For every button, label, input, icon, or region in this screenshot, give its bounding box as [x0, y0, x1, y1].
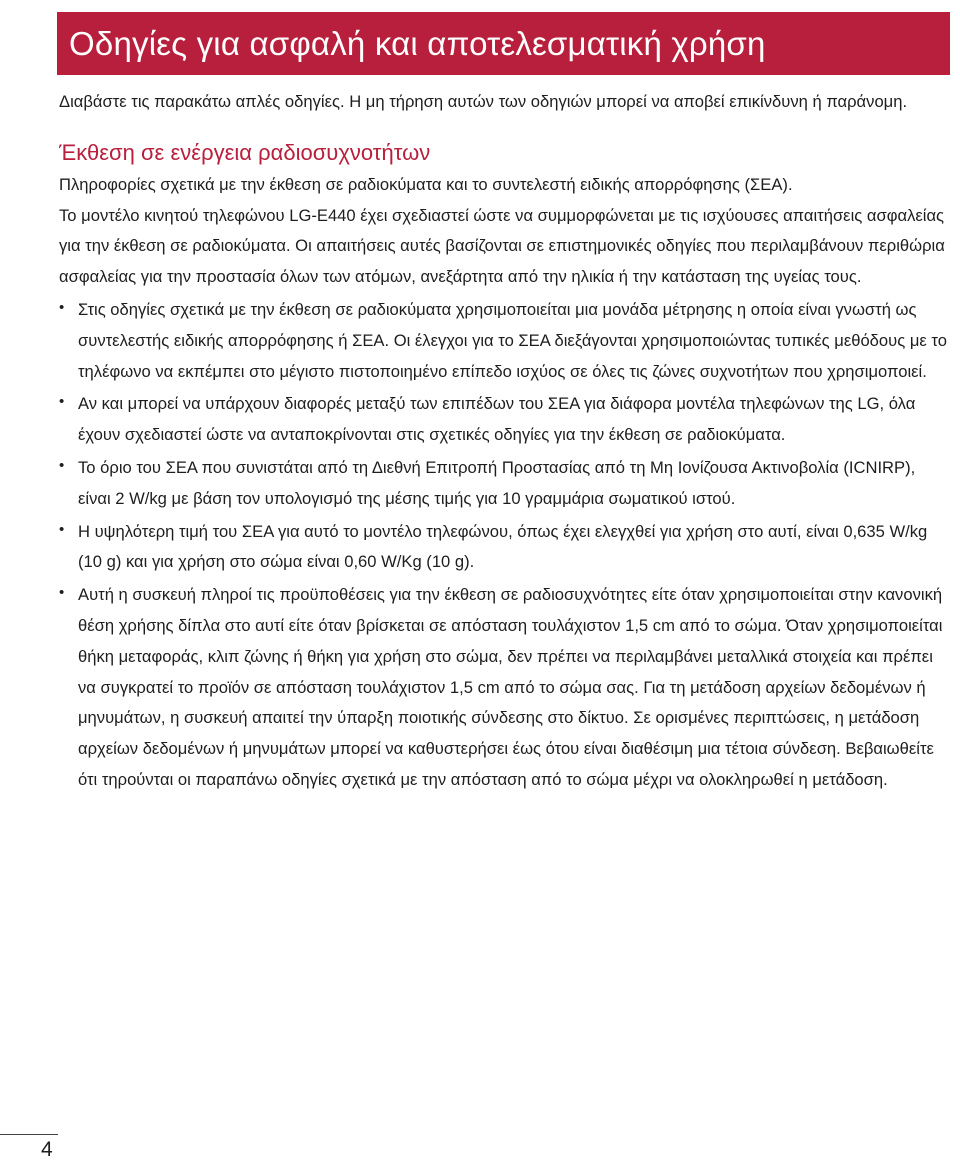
- list-item-text: Αν και μπορεί να υπάρχουν διαφορές μεταξύ των επιπέδων του ΣΕΑ για διάφορα μοντέλα τηλεφώνων της LG, όλα έχουν σχεδιαστεί ώστε να ανταποκρίνονται στις σχετικές οδηγίες για την έκθεση σε ραδιοκύματα.: [78, 394, 916, 445]
- list-item-text: Στις οδηγίες σχετικά με την έκθεση σε ραδιοκύματα χρησιμοποιείται μια μονάδα μέτρησης η οποία είναι γνωστή ως συντελεστής ειδικής απορρόφησης ή ΣΕΑ. Οι έλεγχοι για το ΣΕΑ διεξάγονται χρησιμοποιώντας τυπικές μεθόδους με το τηλέφωνο να εκπέμπει στο μέγιστο πιστοποιημένο επίπεδο ισχύος σε όλες τις ζώνες συχνοτήτων που χρησιμοποιεί.: [78, 299, 947, 381]
- list-item: [59, 389, 949, 451]
- bullet-icon: •: [59, 584, 65, 602]
- footer-divider: [0, 1134, 58, 1135]
- page-number: 4: [41, 1138, 53, 1161]
- list-item: [59, 580, 949, 796]
- list-item: [59, 517, 949, 579]
- bullet-icon: •: [59, 298, 65, 316]
- title-banner: [57, 12, 950, 75]
- list-item: [59, 453, 949, 515]
- section-paragraph-1: Πληροφορίες σχετικά με την έκθεση σε ραδιοκύματα και το συντελεστή ειδικής απορρόφησης (ΣΕΑ).: [59, 174, 793, 194]
- bullet-icon: •: [59, 393, 65, 411]
- list-item-text: Αυτή η συσκευή πληροί τις προϋποθέσεις για την έκθεση σε ραδιοσυχνότητες είτε όταν χρησιμοποιείται στην κανονική θέση χρήσης δίπλα στο αυτί είτε όταν βρίσκεται σε απόσταση τουλάχιστον 1,5 cm από το σώμα. Όταν χρησιμοποιείται θήκη μεταφοράς, κλιπ ζώνης ή θήκη για χρήση στο σώμα, δεν πρέπει να περιλαμβάνει μεταλλικά στοιχεία και πρέπει να συγκρατεί το προϊόν σε απόσταση τουλάχιστον 1,5 cm από το σώμα σας. Για τη μετάδοση αρχείων δεδομένων ή μηνυμάτων, η συσκευή απαιτεί την ύπαρξη ποιοτικής σύνδεσης στο δίκτυο. Σε ορισμένες περιπτώσεις, η μετάδοση αρχείων δεδομένων ή μηνυμάτων μπορεί να καθυστερήσει έως ότου είναι διαθέσιμη μια τέτοια σύνδεση. Βεβαιωθείτε ότι τηρούνται οι παραπάνω οδηγίες σχετικά με την απόσταση από το σώμα μέχρι να ολοκληρωθεί η μετάδοση.: [78, 585, 943, 789]
- bullet-list: [59, 295, 949, 796]
- bullet-icon: •: [59, 456, 65, 474]
- section-heading: Έκθεση σε ενέργεια ραδιοσυχνοτήτων: [59, 139, 431, 165]
- intro-paragraph: Διαβάστε τις παρακάτω απλές οδηγίες. Η μη τήρηση αυτών των οδηγιών μπορεί να αποβεί επικίνδυνη ή παράνομη.: [59, 92, 908, 111]
- list-item-text: Το όριο του ΣΕΑ που συνιστάται από τη Διεθνή Επιτροπή Προστασίας από τη Μη Ιονίζουσα Ακτινοβολία (ICNIRP), είναι 2 W/kg με βάση τον υπολογισμό της μέσης τιμής για 10 γραμμάρια σωματικού ιστού.: [78, 457, 916, 508]
- page-title: Οδηγίες για ασφαλή και αποτελεσματική χρήση: [69, 24, 766, 62]
- section-paragraph-2: Το μοντέλο κινητού τηλεφώνου LG-E440 έχει σχεδιαστεί ώστε να συμμορφώνεται με τις ισχύουσες απαιτήσεις ασφαλείας για την έκθεση σε ραδιοκύματα. Οι απαιτήσεις αυτές βασίζονται σε επιστημονικές οδηγίες που περιλαμβάνουν περιθώρια ασφαλείας για την προστασία όλων των ατόμων, ανεξάρτητα από την ηλικία ή την κατάσταση της υγείας τους.: [59, 205, 945, 287]
- document-body: [59, 87, 949, 796]
- list-item: [59, 295, 949, 387]
- list-item-text: Η υψηλότερη τιμή του ΣΕΑ για αυτό το μοντέλο τηλεφώνου, όπως έχει ελεγχθεί για χρήση στο αυτί, είναι 0,635 W/kg (10 g) και για χρήση στο σώμα είναι 0,60 W/Kg (10 g).: [78, 521, 928, 572]
- bullet-icon: •: [59, 520, 65, 538]
